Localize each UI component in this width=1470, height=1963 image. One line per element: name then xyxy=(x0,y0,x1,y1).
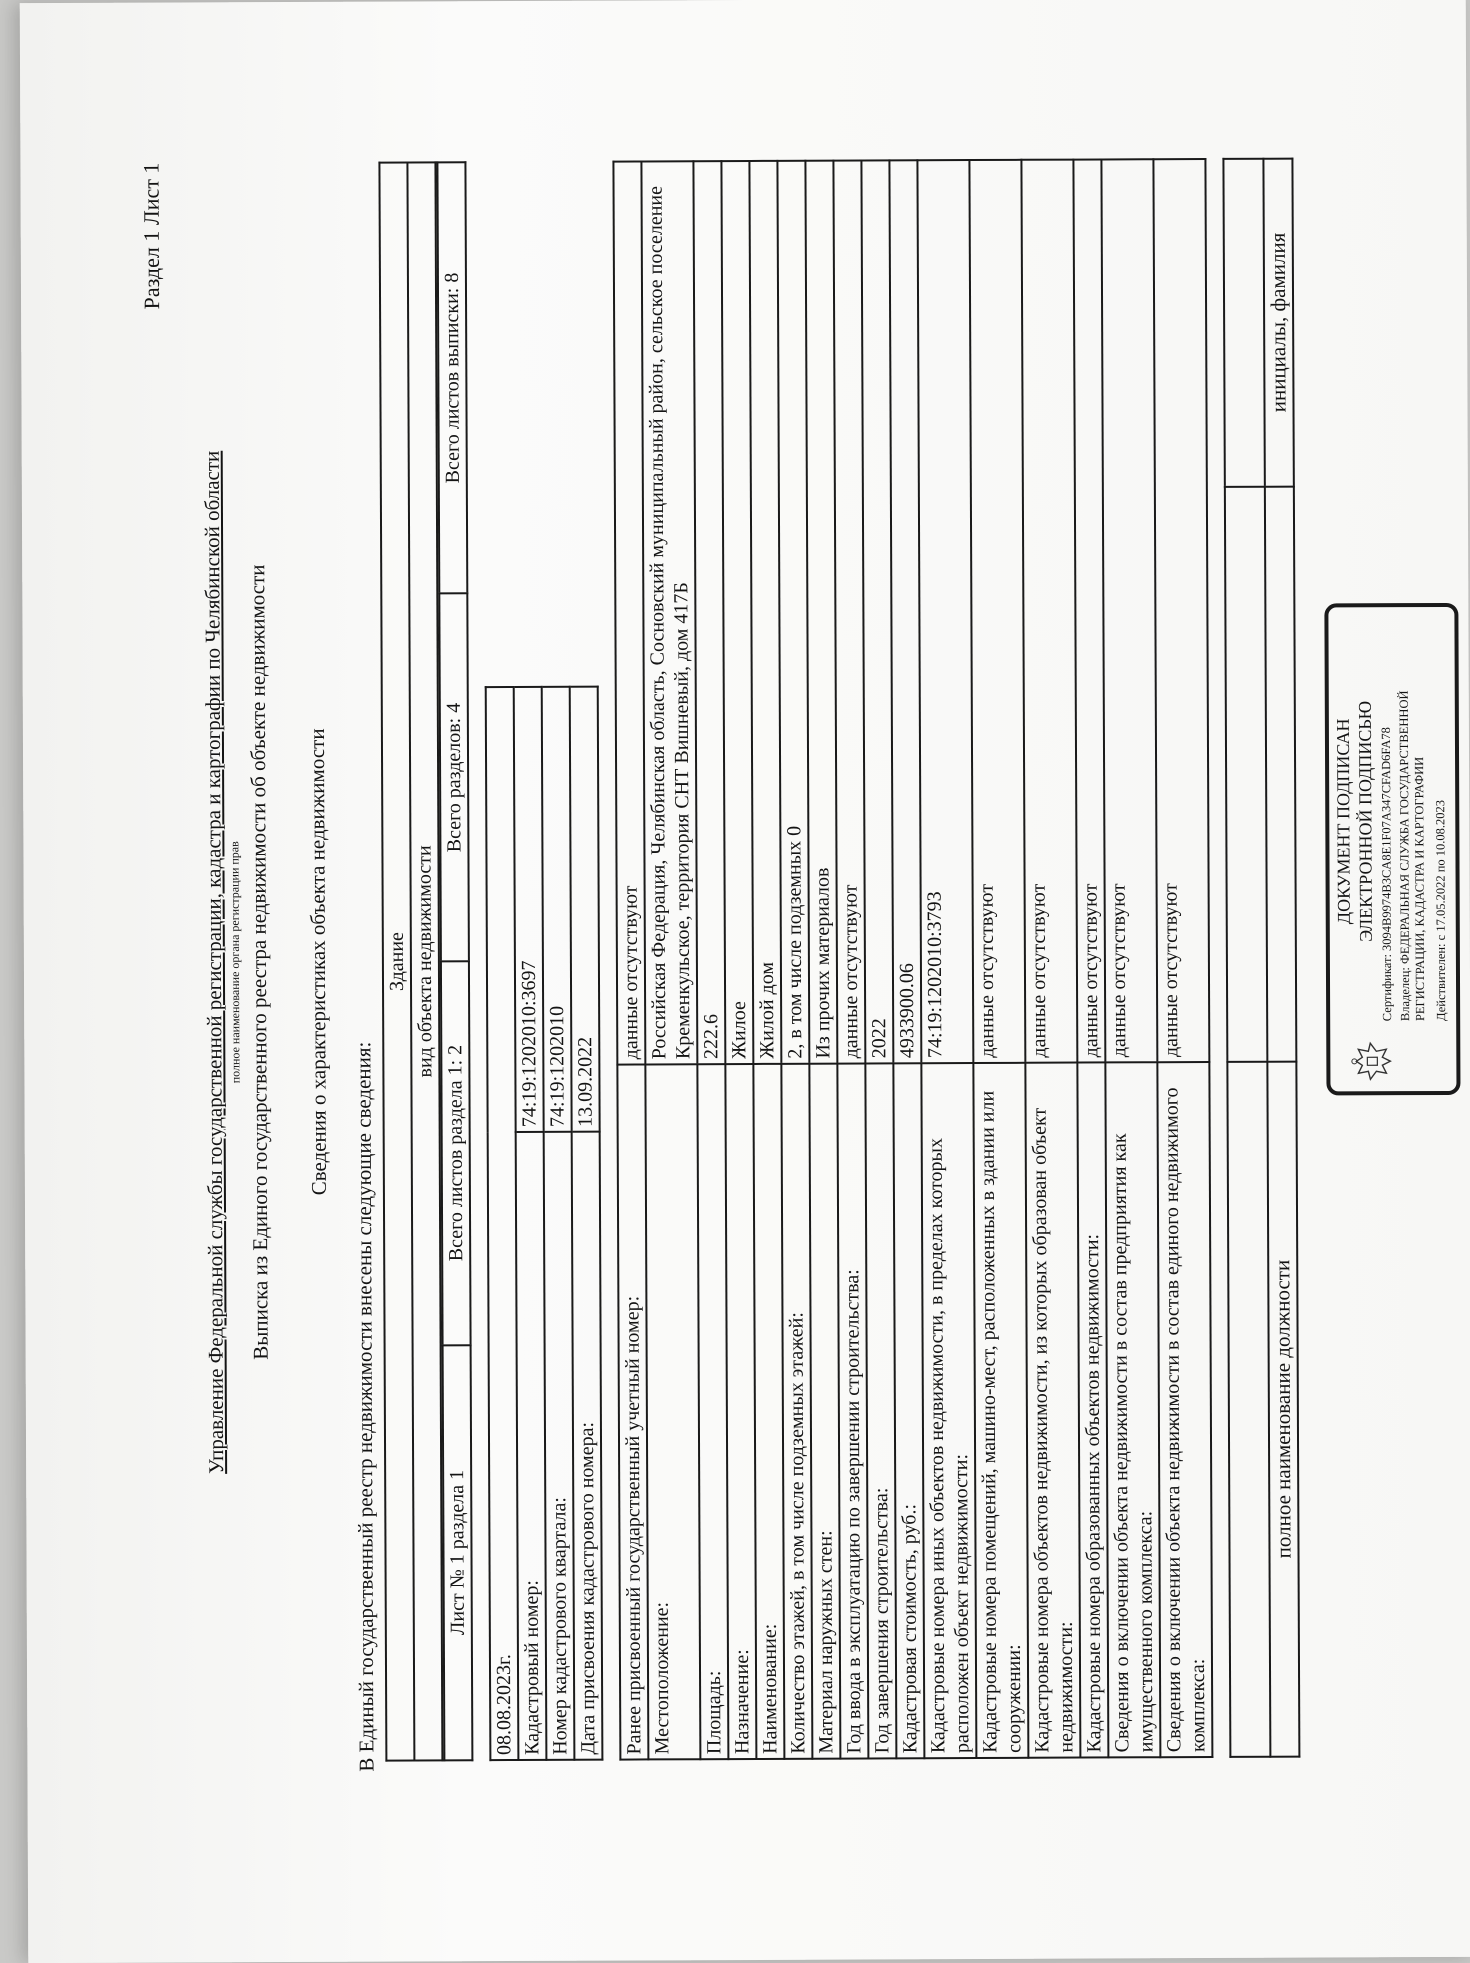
identifiers-table xyxy=(485,685,604,1761)
extract-date: 08.08.2023г. xyxy=(486,687,519,1760)
name-field xyxy=(1223,159,1264,487)
signature-table xyxy=(1222,158,1300,1758)
sheets-total: Всего листов выписки: 8 xyxy=(437,162,467,594)
stamp-line-1: ДОКУМЕНТ ПОДПИСАН xyxy=(1332,718,1354,925)
sections-total: Всего разделов: 4 xyxy=(439,594,469,962)
section-label: Раздел 1 Лист 1 xyxy=(138,162,165,310)
row-value: данные отсутствуют xyxy=(1073,159,1105,1062)
row-label: Количество этажей, в том числе подземных этажей: xyxy=(781,1064,812,1759)
sheets-in-section: Всего листов раздела 1: 2 xyxy=(441,961,471,1345)
sheet-meta-table xyxy=(436,161,473,1761)
rotated-page xyxy=(20,0,1470,1963)
row-label: Кадастровые номера объектов недвижимости, из которых образован объект недвижимости: xyxy=(1025,1062,1080,1757)
stamp-line-2: ЭЛЕКТРОННОЙ ПОДПИСЬЮ xyxy=(1354,700,1376,942)
row-value: Из прочих материалов xyxy=(805,161,837,1064)
table-row xyxy=(570,686,603,1759)
object-type-value: Здание xyxy=(379,162,414,1760)
row-label: Кадастровые номера иных объектов недвижимости, в пределах которых расположен объект недвижимости: xyxy=(921,1063,976,1758)
lead-text: В Единый государственный реестр недвижимости внесены следующие сведения: xyxy=(351,1041,379,1772)
signature-field xyxy=(1225,486,1268,1061)
object-type-table xyxy=(378,161,443,1761)
row-value: данные отсутствуют xyxy=(969,160,1025,1063)
row-value: Жилое xyxy=(721,161,753,1064)
row-value: 74:19:1202010:3793 xyxy=(917,160,973,1063)
row-value: Жилой дом xyxy=(749,161,781,1064)
page-content xyxy=(138,158,1300,1772)
row-value: 2, в том числе подземных 0 xyxy=(777,161,809,1064)
row-label: Ранее присвоенный государственный учетный номер: xyxy=(617,1064,648,1759)
row-label: Наименование: xyxy=(753,1064,784,1759)
org-name: Управление Федеральной службы государственной регистрации, кадастра и картографии по Челябинской области xyxy=(199,450,229,1474)
row-value: 2022 xyxy=(861,160,893,1063)
document-title: Выписка из Единого государственного реестра недвижимости об объекте недвижимости xyxy=(245,564,273,1360)
table-row xyxy=(1101,159,1160,1757)
row-value: данные отсутствуют xyxy=(1101,159,1157,1062)
table-row xyxy=(917,160,976,1758)
table-row xyxy=(969,160,1028,1758)
cadastral-number-value: 74:19:1202010:3697 xyxy=(514,687,544,1132)
row-value: данные отсутствуют xyxy=(1153,159,1209,1062)
row-label: Кадастровые номера помещений, машино-мест, расположенных в здании или сооружении: xyxy=(973,1063,1028,1758)
row-label: Кадастровая стоимость, руб.: xyxy=(893,1063,924,1758)
row-value: данные отсутствуют xyxy=(1021,160,1077,1063)
row-value: 4933900.06 xyxy=(889,160,921,1063)
name-caption: инициалы, фамилия xyxy=(1263,159,1294,487)
stamp-certificate: Сертификат: 3094B9974B3CA8E1F07A347CFAD6FA78 xyxy=(1378,727,1395,1022)
object-type-caption: вид объекта недвижимости xyxy=(407,162,442,1760)
row-value: Российская Федерация, Челябинская область, Сосновский муниципальный район, сельское поселение Кременкульское, территория СНТ Вишневый, дом 417Б xyxy=(641,161,697,1064)
row-label: Сведения о включении объекта недвижимости в состав единого недвижимого комплекса: xyxy=(1157,1062,1212,1757)
double-headed-eagle-emblem-icon xyxy=(1350,1041,1394,1081)
row-value: 222.6 xyxy=(693,161,725,1064)
position-caption: полное наименование должности xyxy=(1267,1061,1299,1756)
row-label: Кадастровые номера образованных объектов недвижимости: xyxy=(1077,1062,1108,1757)
cadastral-quarter-label: Номер кадастрового квартала: xyxy=(544,1132,575,1760)
stamp-validity: Действителен: с 17.05.2022 по 10.08.2023 xyxy=(1433,799,1449,1022)
row-label: Сведения о включении объекта недвижимости в состав предприятия как имущественного комплекса: xyxy=(1105,1062,1160,1757)
assignment-date-label: Дата присвоения кадастрового номера: xyxy=(572,1132,603,1760)
row-label: Площадь: xyxy=(697,1064,728,1759)
document-subtitle: Сведения о характеристиках объекта недвижимости xyxy=(304,728,331,1196)
org-caption: полное наименование органа регистрации прав xyxy=(227,841,243,1084)
row-value: данные отсутствуют xyxy=(833,160,865,1063)
cadastral-quarter-value: 74:19:1202010 xyxy=(542,687,572,1132)
position-field xyxy=(1227,1062,1270,1757)
sheet-number: Лист № 1 раздела 1 xyxy=(443,1345,473,1761)
document-sheet xyxy=(20,0,1470,1963)
table-row xyxy=(641,161,700,1759)
row-label: Назначение: xyxy=(725,1064,756,1759)
characteristics-table xyxy=(612,158,1213,1761)
row-label: Материал наружных стен: xyxy=(809,1063,840,1758)
row-label: Год завершения строительства: xyxy=(865,1063,896,1758)
stamp-owner: Владелец: ФЕДЕРАЛЬНАЯ СЛУЖБА ГОСУДАРСТВЕННОЙ РЕГИСТРАЦИИ, КАДАСТРА И КАРТОГРАФИИ xyxy=(1396,690,1428,1022)
row-label: Местоположение: xyxy=(645,1064,700,1759)
e-signature-stamp xyxy=(1324,603,1460,1096)
signature-caption-empty xyxy=(1265,486,1297,1061)
row-value: данные отсутствуют xyxy=(613,161,645,1064)
assignment-date-value: 13.09.2022 xyxy=(570,686,600,1131)
table-row xyxy=(1021,160,1080,1758)
table-row xyxy=(1153,159,1212,1757)
row-label: Год ввода в эксплуатацию по завершении строительства: xyxy=(837,1063,868,1758)
cadastral-number-label: Кадастровый номер: xyxy=(516,1132,547,1760)
